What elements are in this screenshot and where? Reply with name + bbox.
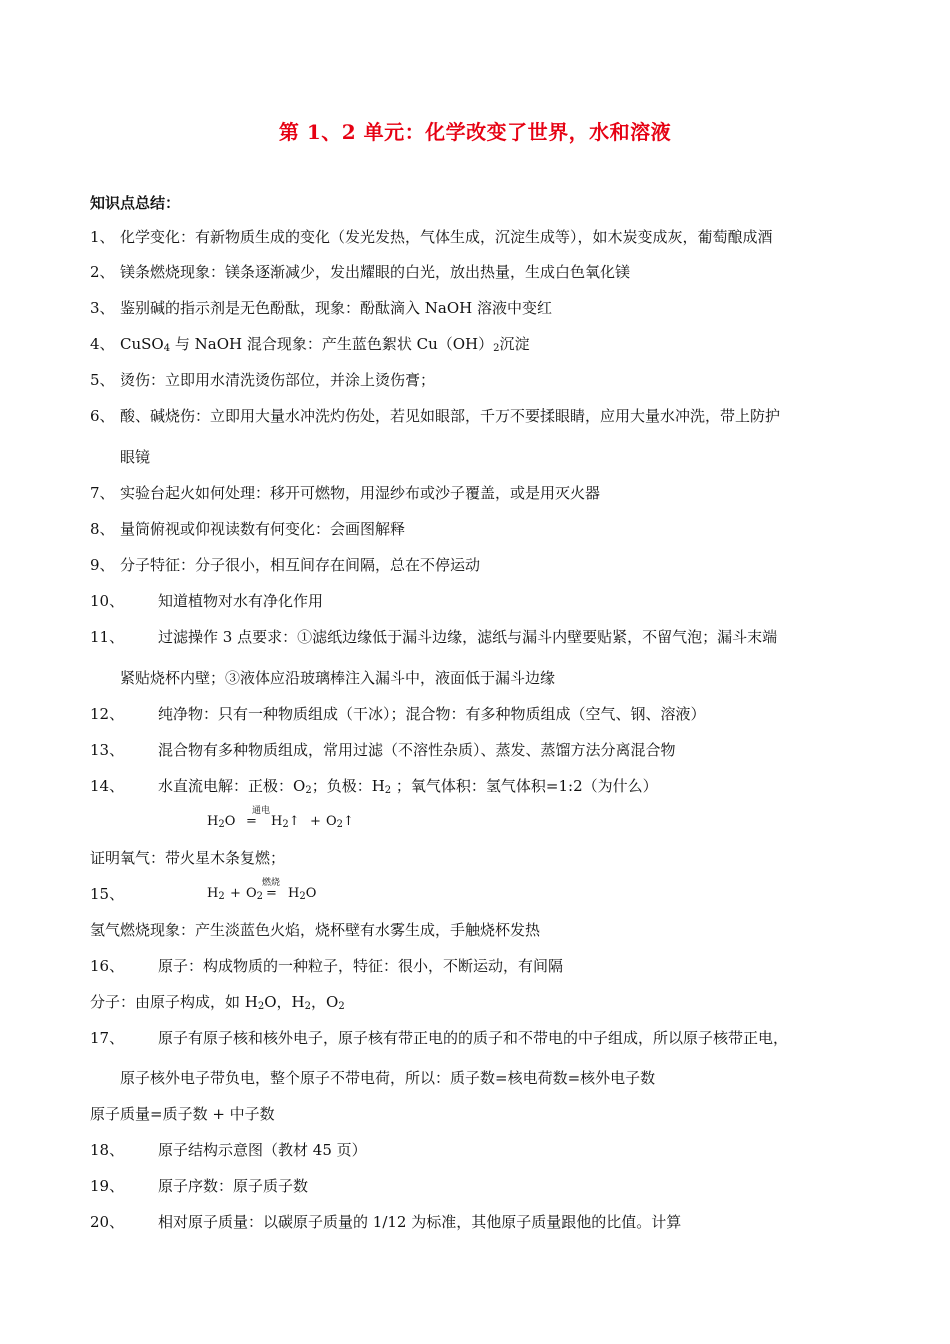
reactant: $H_2O$ [207,814,236,830]
item-number: 3、 [90,299,115,317]
item-number: 15、 [90,885,125,903]
product: $O_2↑$ [326,814,354,830]
item-text: 相对原子质量：以碳原子质量的 1/12 为标准，其他原子质量跟他的比值。计算 [158,1213,682,1231]
item-number: 11、 [90,628,125,646]
item-number: 12、 [90,705,125,723]
item-text: 镁条燃烧现象：镁条逐渐减少，发出耀眼的白光，放出热量，生成白色氧化镁 [120,263,631,281]
product: $H_2↑$ [271,814,300,830]
item-number: 20、 [90,1213,125,1231]
item-text: 烫伤：立即用水清洗烫伤部位，并涂上烫伤膏； [120,371,436,389]
plus-sign: + [310,814,321,829]
section-heading: 知识点总结： [90,194,181,212]
equals-sign: = [266,886,277,901]
item-text: 分子特征：分子很小，相互间存在间隔，总在不停运动 [120,556,481,574]
item-number: 4、 [90,335,115,353]
item-number: 9、 [90,556,115,574]
item-number: 8、 [90,520,115,538]
item-number: 13、 [90,741,125,759]
item-number: 14、 [90,777,125,795]
item-text: 鉴别碱的指示剂是无色酚酞，现象：酚酞滴入 NaOH 溶液中变红 [120,299,552,317]
item-text: 知道植物对水有净化作用 [158,592,324,610]
item-text: 过滤操作 3 点要求：①滤纸边缘低于漏斗边缘，滤纸与漏斗内壁要贴紧，不留气泡；漏斗末端 [158,628,778,646]
item-text: 原子结构示意图（教材 45 页） [158,1141,367,1159]
page-title: 第 1、2 单元：化学改变了世界，水和溶液 [278,120,672,144]
reactant: $O_2$ [246,886,264,902]
item-number: 1、 [90,228,115,246]
plus-sign: + [230,886,241,901]
reaction-condition: 燃烧 [262,878,281,888]
reactant: $H_2$ [207,886,225,902]
reaction-condition: 通电 [252,806,271,816]
item-text: 化学变化：有新物质生成的变化（发光发热，气体生成，沉淀生成等），如木炭变成灰，葡萄酿成酒 [120,228,773,246]
item-text: 实验台起火如何处理：移开可燃物，用湿纱布或沙子覆盖，或是用灭火器 [120,484,601,502]
gas-arrow-icon: ↑ [343,814,354,829]
item-number: 2、 [90,263,115,281]
item-text: 量筒俯视或仰视读数有何变化：会画图解释 [120,520,406,538]
item-number: 6、 [90,407,115,425]
item-text: 原子：构成物质的一种粒子，特征：很小，不断运动，有间隔 [158,957,564,975]
product: $H_2O$ [288,886,317,902]
item-text: 纯净物：只有一种物质组成（干冰）；混合物：有多种物质组成（空气、钢、溶液） [158,705,706,723]
item-number: 19、 [90,1177,125,1195]
item-text: 原子序数：原子质子数 [158,1177,309,1195]
equals-sign: = [246,814,257,829]
item-text: 酸、碱烧伤：立即用大量水冲洗灼伤处，若见如眼部，千万不要揉眼睛，应用大量水冲洗，带上防护 [120,407,781,425]
item-number: 17、 [90,1029,125,1047]
item-number: 5、 [90,371,115,389]
item-text: 混合物有多种物质组成，常用过滤（不溶性杂质）、蒸发、蒸馏方法分离混合物 [158,741,676,759]
item-text: 原子有原子核和核外电子，原子核有带正电的的质子和不带电的中子组成，所以原子核带正电， [158,1029,789,1047]
item-text: 水直流电解：正极：$O_2$；负极：$H_2$ ；氧气体积：氢气体积=1:2（为什么） [158,777,658,796]
item-number: 7、 [90,484,115,502]
gas-arrow-icon: ↑ [288,814,300,829]
document-page: 第 1、2 单元：化学改变了世界，水和溶液 知识点总结： 1、 化学变化：有新物质生成的变化（发光发热，气体生成，沉淀生成等），如木炭变成灰，葡萄酿成酒 2、 镁条燃烧现象：镁条逐渐减少，发出耀眼的白光，放出热量，生成白色氧化镁 3、 鉴别碱的指示剂是无色酚酞，现象：酚酞滴入 NaOH 溶液中变红 4、 CuSO$_4$ 与 NaOH 混合现象：产生蓝色絮状 $Cu(OH)_2$沉淀 5、 烫伤：立即用水清洗烫伤部位，并涂上烫伤膏； 6、 酸、碱烧伤：立即用大量水冲洗灼伤处，若见如眼部，千万不要揉眼睛，应用大量水冲洗，带上防护 眼镜 7、 实验台起火如何处理：移开可燃物，用湿纱布或沙子覆盖，或是用灭火器 8、 量筒俯视或仰视读数有何变化：会画图解释 9、 分子特征：分子很小，相互间存在间隔，总在不停运动 10、 知道植物对水有净化作用 11、 过滤操作 3 点要求：①滤纸边缘低于漏斗边缘，滤纸与漏斗内壁要贴紧，不留气泡；漏斗末端 紧贴烧杯内壁；③液体应沿玻璃棒注入漏斗中，液面低于漏斗边缘 12、 纯净物：只有一种物质组成（干冰）；混合物：有多种物质组成（空气、钢、溶液） 13、 混合物有多种物质组成，常用过滤（不溶性杂质）、蒸发、蒸馏方法分离混合物 14、 水直流电解：正极：$O_2$；负极：$H_2$ ；氧气体积：氢气体积=1:2（为什么） 通电 $H_2O$ = $H_2↑$ + $O_2↑$ 证明氧气：带火星木条复燃； 15、 燃烧 $H_2$ + $O_2$ = $H_2O$ 氢气燃烧现象：产生淡蓝色火焰，烧杯壁有水雾生成，手触烧杯发热 16、 原子：构成物质的一种粒子，特征：很小，不断运动，有间隔 分子：由原子构成，如 $H_2O$，$H_2$，$O_2$ 17、 原子有原子核和核外电子，原子核有带正电的的质子和不带电的中子组成，所以原子核带正电， 原子核外电子带负电，整个原子不带电荷，所以：质子数=核电荷数=核外电子数 原子质量=质子数 + 中子数 18、 原子结构示意图（教材 45 页） 19、 原子序数：原子质子数 20、 相对原子质量：以碳原子质量的 1/12 为标准，其他原子质量跟他的比值。计算 [0,0,950,1344]
item-number: 18、 [90,1141,125,1159]
item-number: 10、 [90,592,125,610]
item-number: 16、 [90,957,125,975]
item-text: CuSO$_4$ 与 NaOH 混合现象：产生蓝色絮状 $Cu(OH)_2$沉淀 [120,335,530,354]
